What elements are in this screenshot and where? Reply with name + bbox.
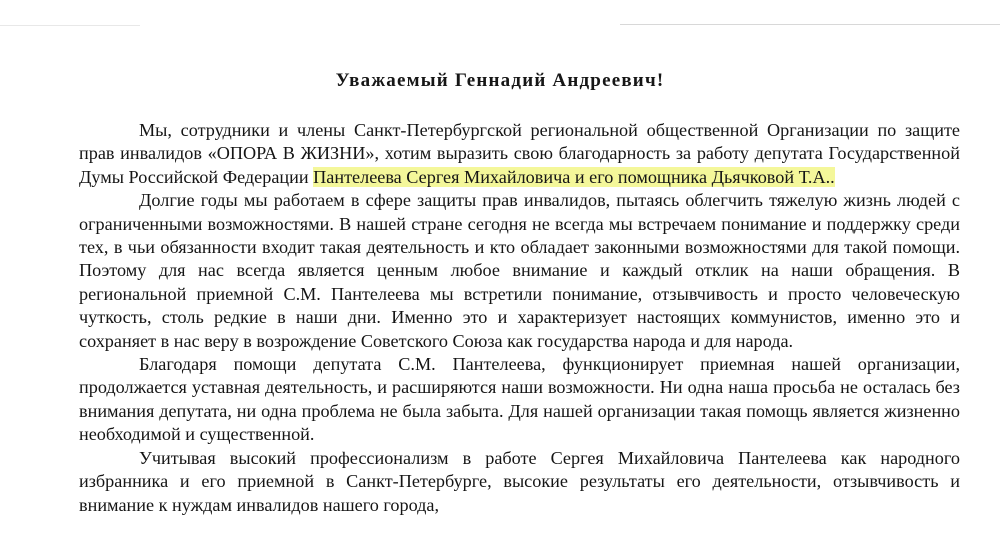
highlighted-names: Пантелеева Сергея Михайловича и его помощника Дьячковой Т.А.. [313, 166, 835, 187]
paragraph-1 [79, 119, 960, 189]
paragraph-4: Учитывая высокий профессионализм в работе Сергея Михайловича Пантелеева как народного избранника и его приемной в Санкт-Петербурге, высокие результаты его деятельности, отзывчивость и внимание к нуждам инвалидов нашего города, [79, 447, 960, 515]
paragraph-1-text: Мы, сотрудники и члены Санкт-Петербургской региональной общественной Организации по защите прав инвалидов «ОПОРА В ЖИЗНИ», хотим выразить свою благодарность за работу депутата Государственной Думы Российской Федерации [79, 120, 960, 187]
paragraph-3: Благодаря помощи депутата С.М. Пантелеева, функционирует приемная нашей организации, продолжается уставная деятельность, и расширяются наши возможности. Ни одна наша просьба не осталась без внимания депутата, ни одна проблема не была забыта. Для нашей организации такая помощь является жизненно необходимой и существенной. [79, 354, 960, 445]
letter-body [79, 119, 960, 517]
paragraph-2: Долгие годы мы работаем в сфере защиты прав инвалидов, пытаясь облегчить тяжелую жизнь людей с ограниченными возможностями. В нашей стране сегодня не всегда мы встречаем понимание и поддержку среди тех, в чьи обязанности входит такая деятельность и кто обладает законными возможностями для такой помощи. Поэтому для нас всегда является ценным любое внимание и каждый отклик на наши обращения. В региональной приемной С.М. Пантелеева мы встретили понимание, отзывчивость и просто человеческую чуткость, столь редкие в наши дни. Именно это и характеризует настоящих коммунистов, именно это и сохраняет в нас веру в возрождение Советского Союза как государства народа и для народа. [79, 190, 960, 351]
letter-salutation: Уважаемый Геннадий Андреевич! [335, 70, 665, 91]
